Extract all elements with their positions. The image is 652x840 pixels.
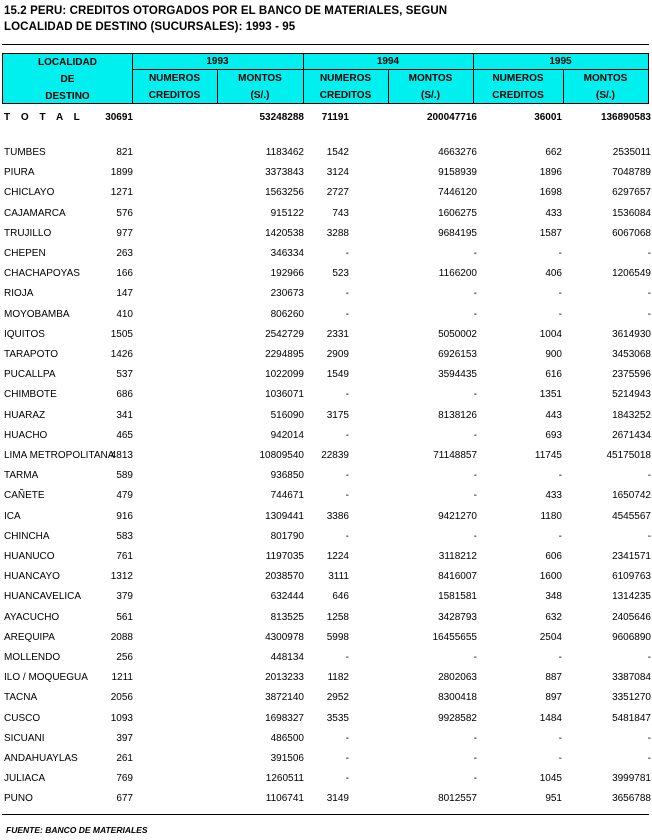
row-localidad: CHICLAYO [4, 187, 55, 199]
row-value: - [345, 490, 349, 502]
row-value: - [345, 652, 349, 663]
row-value: 1606275 [438, 207, 477, 219]
row-value: - [647, 530, 651, 542]
row-value: 6926153 [438, 349, 477, 360]
row-value: - [345, 429, 349, 441]
row-localidad: PUNO [4, 793, 33, 805]
row-value: - [558, 530, 562, 542]
row-value: 936850 [270, 470, 304, 482]
row-value: 5214943 [612, 389, 651, 401]
row-localidad: AREQUIPA [4, 631, 55, 643]
row-value: 9684195 [438, 227, 477, 239]
row-value: 821 [116, 147, 133, 158]
title-line-1: 15.2 PERU: CREDITOS OTORGADOS POR EL BANCO DE MATERIALES, SEGUN [4, 5, 448, 17]
row-value: - [558, 652, 562, 663]
table-row [0, 789, 652, 809]
row-value: 2504 [539, 631, 562, 643]
table-row [0, 385, 652, 405]
row-localidad: TARMA [4, 470, 39, 482]
row-localidad: SICUANI [4, 732, 45, 744]
row-value: 1166200 [438, 268, 477, 280]
row-value: 1182 [327, 672, 349, 684]
total-creditos-1993: 30691 [105, 112, 133, 123]
row-value: 2952 [326, 692, 349, 704]
row-value: 22839 [321, 450, 349, 461]
row-value: 743 [332, 207, 349, 219]
source-note: FUENTE: BANCO DE MATERIALES [6, 825, 148, 835]
row-value: - [558, 732, 562, 744]
table-row [0, 729, 652, 749]
header-year-1994: 1994 [376, 56, 400, 67]
row-value: 45175018 [606, 450, 651, 461]
row-value: 561 [116, 611, 133, 623]
row-value: 2331 [326, 328, 349, 340]
row-value: 1206549 [612, 268, 651, 280]
row-value: 443 [545, 409, 562, 421]
row-value: 583 [116, 530, 133, 542]
row-localidad: LIMA METROPOLITANA [4, 450, 115, 461]
row-value: 1045 [539, 773, 562, 785]
row-value: 3175 [326, 409, 349, 421]
table-row [0, 365, 652, 385]
row-value: 1197035 [265, 551, 304, 562]
row-value: 4663276 [438, 147, 477, 158]
row-value: 693 [545, 429, 562, 441]
row-value: 1260511 [265, 773, 304, 785]
row-value: 9928582 [438, 712, 477, 724]
row-value: - [345, 753, 349, 764]
row-value: - [558, 308, 562, 320]
row-value: 2542729 [265, 328, 304, 340]
table-row [0, 325, 652, 345]
row-value: 3111 [328, 571, 349, 583]
row-value: 1106741 [265, 793, 304, 805]
row-value: 3387084 [612, 672, 651, 684]
row-value: 1258 [326, 611, 349, 623]
row-value: 8138126 [438, 409, 477, 421]
row-localidad: RIOJA [4, 288, 34, 300]
header-localidad: LOCALIDAD DE DESTINO [38, 57, 97, 102]
row-value: 479 [116, 490, 133, 502]
table-row [0, 567, 652, 587]
row-value: 1549 [326, 369, 349, 381]
row-value: 887 [545, 672, 562, 684]
row-value: 1004 [539, 328, 562, 340]
table-row [0, 628, 652, 648]
row-value: 516090 [270, 409, 304, 421]
table-title [4, 3, 624, 35]
row-value: 942014 [270, 429, 304, 441]
row-value: - [345, 308, 349, 320]
row-value: 900 [545, 349, 562, 360]
row-localidad: TACNA [4, 692, 38, 704]
row-value: 9158939 [438, 167, 477, 179]
bottom-rule [2, 814, 649, 815]
row-value: - [473, 308, 477, 320]
row-value: 6297657 [612, 187, 651, 199]
row-value: 589 [116, 470, 133, 482]
table-row [0, 446, 652, 466]
total-creditos-1995: 36001 [534, 112, 562, 123]
row-value: 977 [116, 227, 133, 239]
row-value: 4300978 [265, 631, 304, 643]
table-row [0, 547, 652, 567]
row-value: 8300418 [438, 692, 477, 704]
row-value: - [558, 288, 562, 300]
row-localidad: CAJAMARCA [4, 207, 66, 219]
row-value: 3999781 [612, 773, 651, 785]
table-row [0, 426, 652, 446]
row-localidad: CHACHAPOYAS [4, 268, 80, 280]
row-value: 1309441 [265, 510, 304, 522]
row-value: 1484 [539, 712, 562, 724]
row-value: - [473, 429, 477, 441]
row-value: 1698 [539, 187, 562, 199]
row-value: 486500 [270, 732, 304, 744]
row-localidad: CAÑETE [4, 490, 45, 502]
row-value: 662 [545, 147, 562, 158]
table-row [0, 183, 652, 203]
row-value: 341 [116, 409, 133, 421]
row-value: 3428793 [438, 611, 477, 623]
table-row [0, 608, 652, 628]
row-value: 410 [116, 308, 133, 320]
row-value: - [473, 470, 477, 482]
table-row [0, 163, 652, 183]
total-montos-1994: 200047716 [426, 112, 477, 123]
row-value: 2056 [110, 692, 133, 704]
table-row [0, 406, 652, 426]
table-row [0, 749, 652, 769]
row-value: 9421270 [438, 510, 477, 522]
row-value: 2341571 [612, 551, 651, 562]
row-localidad: CHIMBOTE [4, 389, 57, 401]
row-value: 1587 [539, 227, 562, 239]
row-value: 5050002 [438, 328, 477, 340]
row-value: 576 [116, 207, 133, 219]
row-localidad: TUMBES [4, 147, 46, 158]
row-value: 761 [116, 551, 133, 562]
row-value: 4813 [110, 450, 133, 461]
header-year-1993: 1993 [206, 56, 229, 67]
row-value: 3535 [326, 712, 349, 724]
table-row [0, 668, 652, 688]
row-value: 397 [116, 732, 133, 744]
row-value: 1180 [540, 510, 562, 522]
title-line-2: LOCALIDAD DE DESTINO (SUCURSALES): 1993 - 95 [4, 21, 296, 33]
row-value: 677 [116, 793, 133, 805]
row-localidad: CHEPEN [4, 248, 46, 259]
row-value: 166 [116, 268, 133, 280]
row-value: 1420538 [265, 227, 304, 239]
total-montos-1993: 53248288 [259, 112, 304, 123]
row-value: 2294895 [265, 349, 304, 360]
row-value: 744671 [270, 490, 304, 502]
header-montos: MONTOS (S/.) [583, 73, 628, 101]
row-value: - [473, 389, 477, 401]
row-value: 2013233 [265, 672, 304, 684]
row-value: 256 [116, 652, 133, 663]
row-localidad: TARAPOTO [4, 349, 59, 360]
row-value: 230673 [270, 288, 304, 300]
row-value: 3149 [326, 793, 349, 805]
row-value: 3373843 [265, 167, 304, 179]
row-localidad: CHINCHA [4, 530, 50, 542]
row-localidad: ICA [4, 510, 21, 522]
row-value: 686 [116, 389, 133, 401]
row-localidad: PIURA [4, 167, 35, 179]
row-value: 261 [116, 753, 133, 764]
header-numeros-creditos: NUMEROS CREDITOS [319, 73, 372, 101]
row-localidad: HUANCAYO [4, 571, 60, 583]
row-value: - [473, 773, 477, 785]
row-localidad: HUANUCO [4, 551, 55, 562]
row-localidad: MOLLENDO [4, 652, 61, 663]
row-value: 3872140 [265, 692, 304, 704]
table-row [0, 244, 652, 264]
row-value: - [647, 652, 651, 663]
table-row [0, 264, 652, 284]
row-value: - [345, 732, 349, 744]
row-value: - [558, 248, 562, 259]
row-value: - [473, 652, 477, 663]
row-value: - [647, 753, 651, 764]
header-year-1995: 1995 [549, 56, 572, 67]
table-row [0, 648, 652, 668]
row-value: 1896 [539, 167, 562, 179]
row-value: 915122 [270, 207, 304, 219]
row-value: 1183462 [265, 147, 304, 158]
row-value: - [473, 530, 477, 542]
row-localidad: TRUJILLO [4, 227, 52, 239]
row-value: 3124 [326, 167, 349, 179]
table-row [0, 769, 652, 789]
row-value: 632 [545, 611, 562, 623]
table-row [0, 688, 652, 708]
row-value: 3118212 [438, 551, 477, 562]
row-value: 16455655 [432, 631, 477, 643]
total-row [0, 108, 652, 128]
row-value: 1843252 [612, 409, 651, 421]
row-value: - [473, 288, 477, 300]
table-row [0, 486, 652, 506]
row-value: 2038570 [265, 571, 304, 583]
row-value: - [558, 470, 562, 482]
row-value: 769 [116, 773, 133, 785]
row-value: 1426 [110, 349, 133, 360]
row-value: 3288 [326, 227, 349, 239]
row-localidad: IQUITOS [4, 328, 45, 340]
row-value: 9606890 [612, 631, 651, 643]
row-value: 897 [545, 692, 562, 704]
row-value: 3614930 [612, 328, 651, 340]
row-value: 1505 [110, 328, 133, 340]
row-value: - [345, 773, 349, 785]
row-value: 2671434 [612, 429, 651, 441]
row-value: 1698327 [265, 712, 304, 724]
row-value: 3386 [326, 510, 349, 522]
row-value: 3351270 [612, 692, 651, 704]
row-value: 1093 [110, 712, 133, 724]
row-value: - [345, 288, 349, 300]
row-value: 632444 [270, 591, 304, 603]
row-value: 2088 [110, 631, 133, 643]
row-localidad: ILO / MOQUEGUA [4, 672, 88, 684]
table-row [0, 466, 652, 486]
row-value: 1271 [110, 187, 133, 199]
row-value: - [647, 288, 651, 300]
row-value: 801790 [270, 530, 304, 542]
row-value: 2535011 [612, 147, 651, 158]
row-value: 523 [332, 268, 349, 280]
row-value: 465 [116, 429, 133, 441]
row-value: 916 [116, 510, 133, 522]
row-value: 2802063 [438, 672, 477, 684]
row-value: 1563256 [265, 187, 304, 199]
row-value: 1314235 [612, 591, 651, 603]
row-value: 7446120 [438, 187, 477, 199]
row-value: 1224 [326, 551, 349, 562]
row-value: 1036071 [265, 389, 304, 401]
row-value: 5481847 [612, 712, 651, 724]
row-value: 8012557 [438, 793, 477, 805]
row-value: 3594435 [438, 369, 477, 381]
table-header [2, 53, 649, 104]
table-row [0, 587, 652, 607]
row-value: - [647, 248, 651, 259]
table-row [0, 709, 652, 729]
row-value: 7048789 [612, 167, 651, 179]
row-value: 1351 [539, 389, 562, 401]
row-value: 3453068 [612, 349, 651, 360]
row-value: - [473, 490, 477, 502]
row-value: 2375596 [612, 369, 651, 381]
row-value: 4545567 [612, 510, 651, 522]
row-value: - [647, 470, 651, 482]
table-row [0, 305, 652, 325]
table-row [0, 507, 652, 527]
table-row [0, 527, 652, 547]
row-value: 391506 [270, 753, 304, 764]
row-value: 1536084 [612, 207, 651, 219]
row-value: - [473, 753, 477, 764]
row-localidad: JULIACA [4, 773, 46, 785]
row-value: - [558, 753, 562, 764]
row-value: 1542 [326, 147, 349, 158]
row-value: 5998 [326, 631, 349, 643]
row-value: - [647, 732, 651, 744]
row-value: 1211 [111, 672, 133, 684]
row-value: 147 [116, 288, 133, 300]
row-value: 606 [545, 551, 562, 562]
row-value: - [345, 530, 349, 542]
table-row [0, 345, 652, 365]
row-value: 10809540 [259, 450, 304, 461]
row-value: 192966 [270, 268, 304, 280]
row-value: - [473, 248, 477, 259]
total-creditos-1994: 71191 [321, 112, 349, 123]
row-value: 616 [545, 369, 562, 381]
row-localidad: ANDAHUAYLAS [4, 753, 78, 764]
row-value: - [473, 732, 477, 744]
row-value: 3656788 [612, 793, 651, 805]
row-value: 537 [116, 369, 133, 381]
total-montos-1995: 136890583 [600, 112, 651, 123]
header-montos: MONTOS (S/.) [408, 73, 453, 101]
row-value: 448134 [270, 652, 304, 663]
top-rule [2, 44, 649, 45]
row-value: 379 [116, 591, 133, 603]
row-value: 1650742 [612, 490, 651, 502]
row-value: 346334 [270, 248, 304, 259]
row-value: 406 [545, 268, 562, 280]
row-value: 646 [332, 591, 349, 603]
row-value: 1022099 [265, 369, 304, 381]
row-value: 806260 [270, 308, 304, 320]
row-localidad: HUARAZ [4, 409, 46, 421]
row-value: 1581581 [438, 591, 477, 603]
row-value: 1600 [539, 571, 562, 583]
row-value: 8416007 [438, 571, 477, 583]
row-value: - [345, 248, 349, 259]
table-row [0, 143, 652, 163]
row-value: 1899 [110, 167, 133, 179]
row-localidad: PUCALLPA [4, 369, 56, 381]
row-value: 2909 [326, 349, 349, 360]
row-value: - [345, 470, 349, 482]
row-value: 2727 [326, 187, 349, 199]
row-value: 263 [116, 248, 133, 259]
table-row [0, 284, 652, 304]
row-value: 11745 [534, 450, 562, 461]
row-value: 2405646 [612, 611, 651, 623]
row-value: 951 [545, 793, 562, 805]
row-localidad: CUSCO [4, 712, 41, 724]
row-value: - [647, 308, 651, 320]
row-value: 6109763 [612, 571, 651, 583]
row-value: 433 [545, 490, 562, 502]
total-label: T O T A L [4, 112, 84, 123]
table-row [0, 204, 652, 224]
row-value: 71148857 [433, 450, 477, 461]
row-localidad: AYACUCHO [4, 611, 60, 623]
table-row [0, 224, 652, 244]
row-localidad: HUANCAVELICA [4, 591, 82, 603]
row-localidad: MOYOBAMBA [4, 308, 70, 320]
row-value: 6067068 [612, 227, 651, 239]
row-value: 813525 [270, 611, 304, 623]
row-value: 433 [545, 207, 562, 219]
row-value: 1312 [110, 571, 133, 583]
header-numeros-creditos: NUMEROS CREDITOS [148, 73, 201, 101]
header-numeros-creditos: NUMEROS CREDITOS [492, 73, 544, 101]
header-montos: MONTOS (S/.) [238, 73, 282, 101]
row-value: 348 [545, 591, 562, 603]
row-localidad: HUACHO [4, 429, 48, 441]
row-value: - [345, 389, 349, 401]
